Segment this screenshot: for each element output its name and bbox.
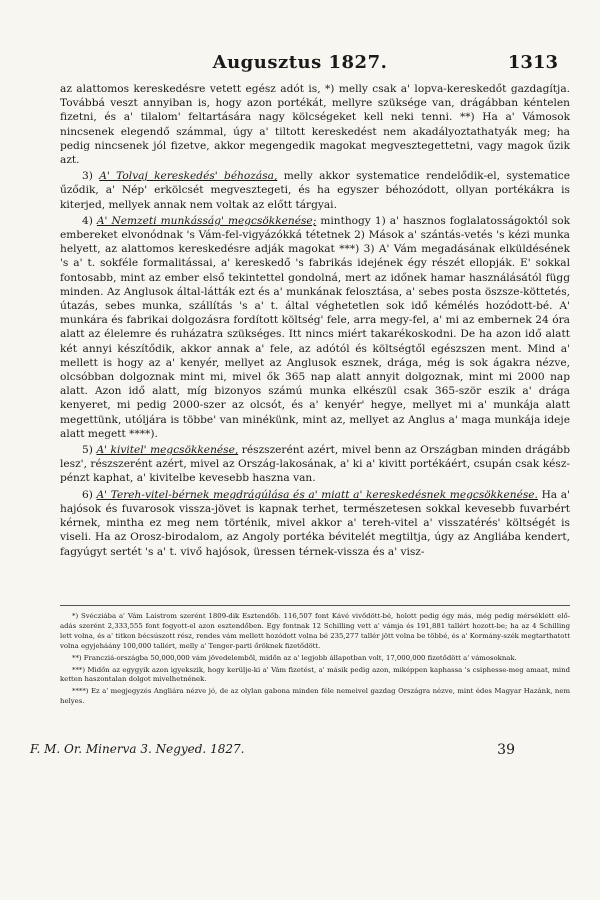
footnotes <box>60 612 570 709</box>
item-number: 6) <box>82 488 93 501</box>
footnote: ****) Ez a' megjegyzés Angliára nézve jó, de az olylan gabona minden féle nemeivel gazdag Országra nézve, mint édes Magyar Hazánk, nem helyes. <box>60 687 570 706</box>
item-title: A' Nemzeti munkásság' megcsökkenése; <box>96 214 317 227</box>
item-text: Ha a' hajósok és fuvarosok vissza-jövet is kapnak terhet, természetesen sokkal kevesebb fuvarbért kérnek, mintha ez meg nem történik, mivel akkor a' tereh-vitel a' visszatérés' költségét is viseli. Ha az Orosz-birodalom, az Angoly portéka bévitelét megtiltja, úgy az Angliába kendert, fagyúgyt sertét 's a' t. vivő hajósok, üressen térnek-vissza és a' visz- <box>60 488 570 558</box>
main-text <box>60 82 570 561</box>
item-text: részszerént azért, mivel benn az Országban minden drágább lesz', részszerént azért, mivel az Ország-lakosának, a' ki a' kivitt portékáért, csupán csak kész-pénzt kaphat, a' kivitelbe kevesebb haszna van. <box>60 444 570 485</box>
footnote: ***) Midőn az egygyik azon igyekszik, hogy kerülje-ki a' Vám fizetést, a' másik pedig azon, miképpen kaphassa 's csiphesse-meg amaat, mind ketten haszontalan dolgot mivelhetnének. <box>60 665 570 684</box>
page-number: 1313 <box>507 52 558 73</box>
item-text: minthogy 1) a' hasznos foglalatosságoktól sok embereket elvonódnak 's Vám-fel-vigyázókká tétetnek 2) Mások a' szántás-vetés 's kézi munka helyett, az alattomos kereskedésre adják magokat ***) 3) A' Vám megadásának elküldésének 's a' t. sokféle formalitássai, a' kereskedő 's fabrikás idejének égy részét ellopják. E' sokkal fontosabb, mint az ember első tekintettel gondolná, mert az időnek hamar használásától függ minden. Az Anglusok által-látták ezt és a' munkának felosztása, a' sebes posta öszsze-köttetés, útazás, sebes munka, szállítás 's a' t. által véghetetlen sok idő kémélés hozódott-bé. A' munkára és fabrikai dolgozásra fordított költség' fele, arra megy-fel, a' mi az embernek 24 óra alatt az élelemre és ruházatra szükséges. Itt nincs miért takarékoskodni. De ha azon idő alatt két annyi készítődik, akkor annak a' fele, az adótól és költségtől egészszen ment. Mind a' mellett is hogy az a' kenyér, mellyet az Anglusok esznek, drága, még is sok ágakra nézve, olcsóbban dolgoznak mint mi, mivel ők 365 nap alatt annyit dolgoznak, mint mi 2000 nap alatt. Azon idő alatt, míg bizonyos számú munka elkészül csak 365-ször eszik a' drága kenyeret, mi pedig 2000-szer az olcsót, és a' kenyér' hegye, mellyet mi a' munkája alatt megettünk, utóljára is többe' van minékünk, mint az, mellyet az Anglus a' maga munkája ideje alatt megett ****). <box>60 214 570 440</box>
item-title: A' Tereh-vitel-bérnek megdrágúlása és a' miatt a' kereskedésnek megcsökkenése. <box>96 488 538 501</box>
page-footer <box>30 742 570 760</box>
item-title: A' kivitel' megcsökkenése, <box>96 444 239 457</box>
item-number: 3) <box>82 170 93 183</box>
item-text: melly akkor systematice rendelődik-el, systematice űződik, a' Nép' erkölcsét megvesztegeti, és ha egyszer béhozódott, ollyan portékákra is kiterjed, mellyek annak nem voltak az előtt tárgyai. <box>60 170 571 211</box>
paragraph-5 <box>60 443 570 486</box>
sheet-number: 39 <box>497 742 515 758</box>
paragraph-6 <box>60 488 570 559</box>
item-title: A' Tolvaj kereskedés' béhozása, <box>99 170 278 183</box>
footnote: *) Svécziába a' Vám Laistrom szerént 1809-dik Esztendőb. 116,507 font Kávé vivődött-bé, holott pedig égy más, még pedig mérséklett elő-adás szerént 2,333,555 font fogyott-el azon esztendőben. Egy fontnak 12 Schilling vett a' vámja és 191,881 tallért hozott-be; ha az 4 Schilling lett volna, és a' titkon bécsúszott rész, rendes vám mellett hozódott volna bé 235,277 tallér jött volna be többé, és a' Kormány-szék megtarthatott volna egyjeháány 100,000 tallért, melly a' Tenger-parti őröknek fizetődött. <box>60 612 570 650</box>
paragraph-3 <box>60 169 570 212</box>
footnote: **) Francziá-országba 50,000,000 vám jövedelemből, midőn az a' legjobb állapotban volt, 17,000,000 fizetődött a' vámosoknak. <box>72 653 517 662</box>
footnote-divider <box>60 605 570 606</box>
paragraph-continuation: az alattomos kereskedésre vetett egész adót is, *) melly csak a' lopva-kereskedőt gazdagítja. Továbbá veszt annyiban is, hogy azon portékát, mellyre szüksége van, drágábban kéntelen fizetni, és a' tilalom' feltartására nagy kölcségeket kell neki tenni. **) Ha a' Vámosok nincsenek elegendő számmal, úgy a' tiltott kereskedést nem akadályoztathatyák meg; ha pedig nincsenek jól fizetve, akkor megengedik magokat megvesztegettetni, vagy magok űzik azt. <box>60 83 570 167</box>
item-number: 4) <box>82 214 93 227</box>
item-number: 5) <box>82 444 93 457</box>
header-title: Augusztus 1827. <box>212 52 388 73</box>
signature-line: F. M. Or. Minerva 3. Negyed. 1827. <box>30 742 245 756</box>
running-header <box>0 52 600 76</box>
paragraph-4 <box>60 214 570 441</box>
